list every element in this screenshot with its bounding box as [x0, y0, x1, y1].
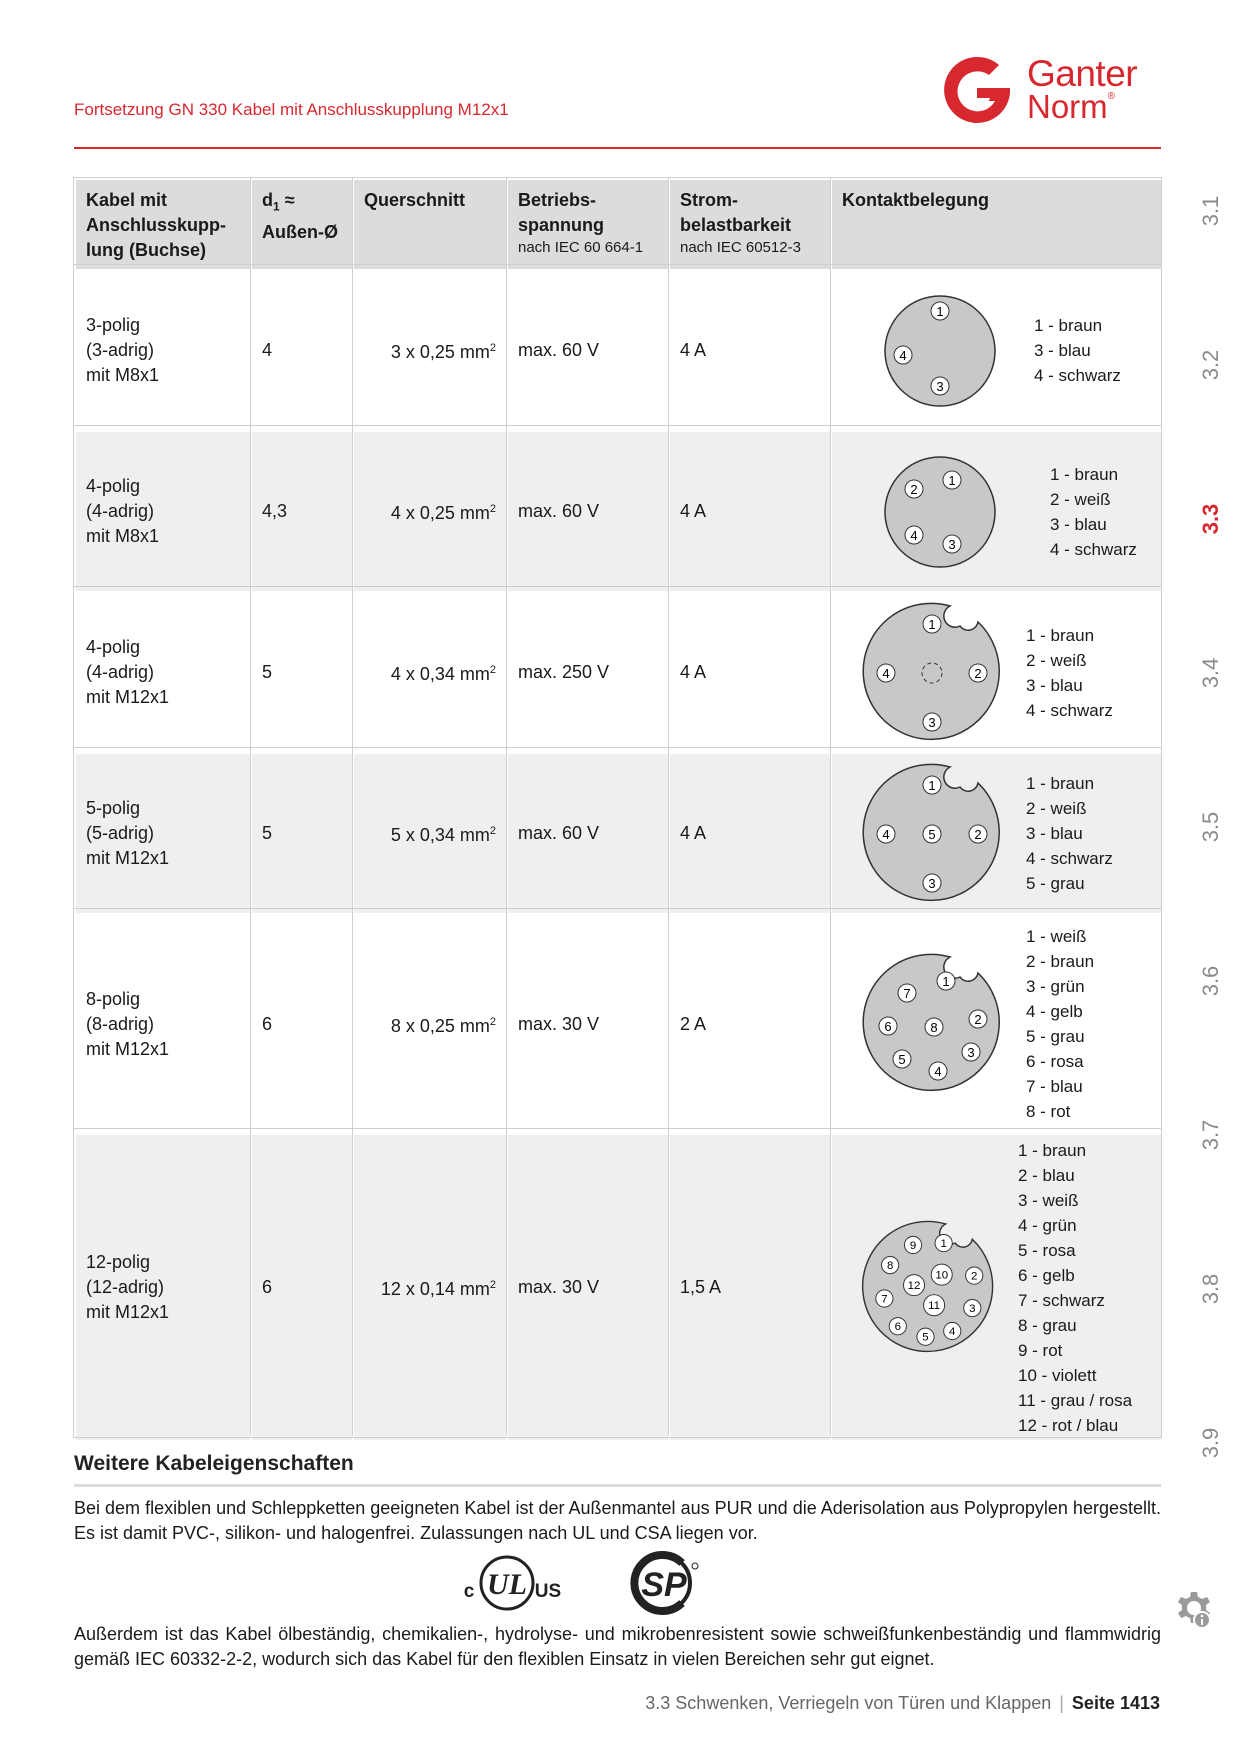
nav-chapter-3-3[interactable]: 3.3: [1198, 503, 1223, 535]
csa-mark-text: SP: [641, 1566, 687, 1604]
pin-color-list: [1034, 313, 1121, 388]
ul-us-text: US: [534, 1581, 562, 1602]
current-cell: 4 A: [669, 592, 831, 753]
footer-separator: |: [1059, 1693, 1064, 1713]
current-cell: 2 A: [669, 914, 831, 1134]
cross-section-cell: 4 x 0,25 $mm^2$: [353, 431, 507, 592]
connector-8pin-m12-diagram: [850, 949, 1030, 1099]
svg-text:5: 5: [898, 1052, 906, 1067]
logo-text-norm: Norm®: [1027, 88, 1116, 125]
svg-text:3: 3: [969, 1302, 976, 1315]
table-row: [75, 431, 1162, 592]
svg-text:11: 11: [928, 1299, 941, 1312]
pin-color-list: [1050, 462, 1137, 562]
page-footer: [645, 1693, 1160, 1714]
pin-color-item: 4 - schwarz: [1050, 539, 1137, 559]
voltage-cell: max. 60 V: [507, 753, 669, 914]
pin-color-item: 8 - rot: [1026, 1102, 1071, 1121]
pin-color-item: 7 - schwarz: [1018, 1290, 1105, 1310]
pin-assignment-cell: [831, 1134, 1162, 1441]
svg-text:3: 3: [948, 536, 956, 552]
pin-assignment-cell: [831, 753, 1162, 914]
svg-text:3: 3: [928, 875, 936, 891]
header-cable-type: Kabel mit Anschlusskupp- lung (Buchse): [75, 179, 251, 270]
svg-text:6: 6: [884, 1019, 892, 1034]
svg-text:1: 1: [928, 777, 936, 793]
pin-color-item: 3 - blau: [1026, 824, 1083, 843]
pin-color-item: 6 - rosa: [1026, 1052, 1084, 1071]
header-cross-section: Querschnitt: [353, 179, 507, 270]
cross-section-cell: 5 x 0,34 $mm^2$: [353, 753, 507, 914]
cross-section-cell: 3 x 0,25 $mm^2$: [353, 270, 507, 431]
cable-spec-table: [74, 178, 1163, 1442]
cable-type-cell: 4-polig (4-adrig) mit M8x1: [75, 431, 251, 592]
pin-color-item: 4 - gelb: [1026, 1002, 1083, 1021]
csa-certification-icon: [630, 1550, 700, 1616]
voltage-cell: max. 60 V: [507, 270, 669, 431]
cross-section-cell: 4 x 0,34 $mm^2$: [353, 592, 507, 753]
pin-color-list: [1026, 623, 1113, 723]
svg-text:4: 4: [949, 1325, 956, 1338]
diameter-cell: 4,3: [251, 431, 353, 592]
pin-color-item: 12 - rot / blau: [1018, 1415, 1119, 1435]
header-divider: [74, 147, 1161, 149]
table-divider: [74, 425, 1161, 426]
svg-text:2: 2: [910, 481, 918, 497]
nav-chapter-3-7[interactable]: 3.7: [1198, 1119, 1223, 1151]
connector-4pin-m12-diagram: [850, 598, 1030, 748]
svg-text:4: 4: [899, 347, 907, 363]
pin-color-item: 1 - braun: [1026, 774, 1095, 793]
pin-assignment-cell: [831, 270, 1162, 431]
page-number: Seite 1413: [1071, 1693, 1160, 1713]
diameter-cell: 6: [251, 914, 353, 1134]
pin-color-item: 5 - grau: [1026, 874, 1085, 893]
pin-color-item: 1 - braun: [1026, 625, 1095, 645]
nav-chapter-3-4[interactable]: 3.4: [1198, 657, 1223, 689]
svg-text:7: 7: [881, 1292, 888, 1305]
voltage-cell: max. 30 V: [507, 914, 669, 1134]
pin-color-item: 4 - grün: [1018, 1215, 1077, 1235]
nav-chapter-3-9[interactable]: 3.9: [1198, 1427, 1223, 1459]
ganter-norm-logo[interactable]: [937, 53, 1167, 128]
properties-paragraph: Bei dem flexiblen und Schleppketten geeigneten Kabel ist der Außenmantel aus PUR und die Aderisolation aus Polypropylen hergestellt. Es ist damit PVC-, silikon- und halogenfrei. Zulassungen nach UL und CSA liegen vor.: [74, 1498, 1161, 1543]
svg-text:7: 7: [903, 986, 911, 1001]
table-divider: [250, 178, 251, 1436]
nav-chapter-3-1[interactable]: 3.1: [1198, 195, 1223, 227]
pin-color-item: 3 - weiß: [1018, 1190, 1079, 1210]
svg-text:9: 9: [909, 1239, 917, 1252]
logo-text-ganter: Ganter: [1027, 53, 1138, 94]
table-divider: [668, 178, 669, 1436]
pin-assignment-cell: [831, 914, 1162, 1134]
pin-color-item: 1 - braun: [1034, 316, 1103, 335]
pin-color-item: 11 - grau / rosa: [1018, 1390, 1133, 1410]
current-cell: 1,5 A: [669, 1134, 831, 1441]
table-divider: [74, 908, 1161, 909]
svg-text:1: 1: [936, 303, 944, 319]
table-divider: [74, 1128, 1161, 1129]
pin-color-item: 3 - grün: [1026, 977, 1085, 996]
section-title: Weitere Kabeleigenschaften: [74, 1452, 354, 1475]
pin-assignment-cell: [831, 431, 1162, 592]
svg-text:4: 4: [882, 826, 890, 842]
svg-text:1: 1: [942, 974, 950, 989]
pin-color-item: 3 - blau: [1026, 675, 1083, 695]
svg-text:3: 3: [967, 1045, 975, 1060]
svg-text:3: 3: [928, 714, 936, 730]
diameter-cell: 6: [251, 1134, 353, 1441]
pin-color-item: 2 - weiß: [1026, 799, 1087, 818]
table-divider: [74, 586, 1161, 587]
svg-text:4: 4: [910, 527, 918, 543]
voltage-cell: max. 60 V: [507, 431, 669, 592]
nav-chapter-3-6[interactable]: 3.6: [1198, 965, 1223, 997]
voltage-cell: max. 250 V: [507, 592, 669, 753]
header-voltage: Betriebs- spannung nach IEC 60 664-1: [507, 179, 669, 270]
cable-type-cell: 4-polig (4-adrig) mit M12x1: [75, 592, 251, 753]
pin-color-item: 7 - blau: [1026, 1077, 1083, 1096]
ganter-logo-mark-icon: [937, 53, 1017, 128]
svg-text:4: 4: [934, 1064, 942, 1079]
pin-color-item: 1 - weiß: [1026, 927, 1087, 946]
svg-text:12: 12: [907, 1279, 921, 1292]
nav-chapter-3-2[interactable]: 3.2: [1198, 349, 1223, 381]
current-cell: 4 A: [669, 431, 831, 592]
svg-text:1: 1: [948, 472, 956, 488]
cable-type-cell: 5-polig (5-adrig) mit M12x1: [75, 753, 251, 914]
voltage-cell: max. 30 V: [507, 1134, 669, 1441]
table-row: [75, 1134, 1162, 1441]
current-cell: 4 A: [669, 753, 831, 914]
pin-color-item: 10 - violett: [1018, 1365, 1097, 1385]
pin-color-item: 3 - blau: [1034, 341, 1091, 360]
table-row: [75, 914, 1162, 1134]
pin-color-item: 8 - grau: [1018, 1315, 1077, 1335]
svg-text:1: 1: [940, 1237, 947, 1250]
cable-type-cell: 12-polig (12-adrig) mit M12x1: [75, 1134, 251, 1441]
cable-type-cell: 3-polig (3-adrig) mit M8x1: [75, 270, 251, 431]
diameter-cell: 5: [251, 592, 353, 753]
section-divider: [74, 1484, 1161, 1487]
cross-section-cell: 12 x 0,14 $mm^2$: [353, 1134, 507, 1441]
table-divider: [74, 264, 1161, 265]
pin-color-item: 9 - rot: [1018, 1340, 1063, 1360]
connector-12pin-m12-diagram: [850, 1213, 1022, 1363]
ul-c-text: c: [463, 1581, 475, 1602]
pin-color-item: 2 - weiß: [1050, 489, 1111, 509]
pin-color-item: 4 - schwarz: [1026, 700, 1113, 720]
table-row: [75, 270, 1162, 431]
nav-chapter-3-5[interactable]: 3.5: [1198, 811, 1223, 843]
pin-color-item: 5 - grau: [1026, 1027, 1085, 1046]
svg-text:2: 2: [974, 665, 982, 681]
svg-text:2: 2: [971, 1269, 978, 1282]
connector-3pin-m8-diagram: [860, 291, 1040, 411]
table-divider: [352, 178, 353, 1436]
header-diameter: $d_1$ ≈ Außen-Ø: [251, 179, 353, 270]
pin-color-item: 3 - blau: [1050, 514, 1107, 534]
svg-text:5: 5: [922, 1331, 929, 1344]
header-pin-assignment: Kontaktbelegung: [831, 179, 1162, 270]
current-cell: 4 A: [669, 270, 831, 431]
nav-chapter-3-8[interactable]: 3.8: [1198, 1273, 1223, 1305]
svg-text:4: 4: [882, 665, 890, 681]
cross-section-cell: 8 x 0,25 $mm^2$: [353, 914, 507, 1134]
svg-text:8: 8: [886, 1259, 894, 1272]
pin-color-item: 4 - schwarz: [1026, 849, 1113, 868]
connector-5pin-m12-diagram: [850, 759, 1030, 909]
svg-text:10: 10: [935, 1268, 949, 1281]
cable-type-cell: 8-polig (8-adrig) mit M12x1: [75, 914, 251, 1134]
svg-text:1: 1: [928, 616, 936, 632]
pin-color-list: [1026, 924, 1094, 1124]
table-divider: [506, 178, 507, 1436]
diameter-cell: 5: [251, 753, 353, 914]
pin-color-list: [1018, 1138, 1132, 1438]
svg-text:2: 2: [974, 826, 982, 842]
footer-chapter: 3.3 Schwenken, Verriegeln von Türen und Klappen: [645, 1693, 1052, 1713]
svg-text:2: 2: [974, 1012, 982, 1027]
pin-color-item: 5 - rosa: [1018, 1240, 1076, 1260]
header-current: Strom- belastbarkeit nach IEC 60512-3: [669, 179, 831, 270]
pin-color-list: [1026, 771, 1113, 896]
resistance-paragraph: Außerdem ist das Kabel ölbeständig, chemikalien-, hydrolyse- und mikrobenresistent sowie schweißfunkenbeständig und flammwidrig gemäß IEC 60332-2-2, wodurch sich das Kabel für den flexiblen Einsatz in vielen Bereichen sehr gut eignet.: [74, 1624, 1161, 1669]
svg-text:5: 5: [928, 826, 936, 842]
table-row: [75, 753, 1162, 914]
pin-color-item: 2 - braun: [1026, 952, 1095, 971]
table-divider: [74, 747, 1161, 748]
svg-text:6: 6: [894, 1320, 901, 1333]
ul-mark-text: UL: [487, 1568, 527, 1601]
page-subtitle: Fortsetzung GN 330 Kabel mit Anschlusskupplung M12x1: [74, 100, 509, 119]
pin-color-item: 4 - schwarz: [1034, 366, 1121, 385]
gear-info-icon[interactable]: [1174, 1590, 1214, 1630]
table-row: [75, 592, 1162, 753]
pin-color-item: 6 - gelb: [1018, 1265, 1075, 1285]
chapter-side-nav: [1180, 0, 1240, 1754]
svg-text:8: 8: [930, 1020, 938, 1035]
pin-color-item: 1 - braun: [1050, 464, 1119, 484]
ul-certification-icon: [452, 1553, 562, 1613]
table-divider: [830, 178, 831, 1436]
diameter-cell: 4: [251, 270, 353, 431]
connector-4pin-m8-diagram: [860, 452, 1050, 572]
pin-color-item: 1 - braun: [1018, 1140, 1087, 1160]
pin-color-item: 2 - weiß: [1026, 650, 1087, 670]
svg-text:3: 3: [936, 378, 944, 394]
pin-color-item: 2 - blau: [1018, 1165, 1075, 1185]
pin-assignment-cell: [831, 592, 1162, 753]
